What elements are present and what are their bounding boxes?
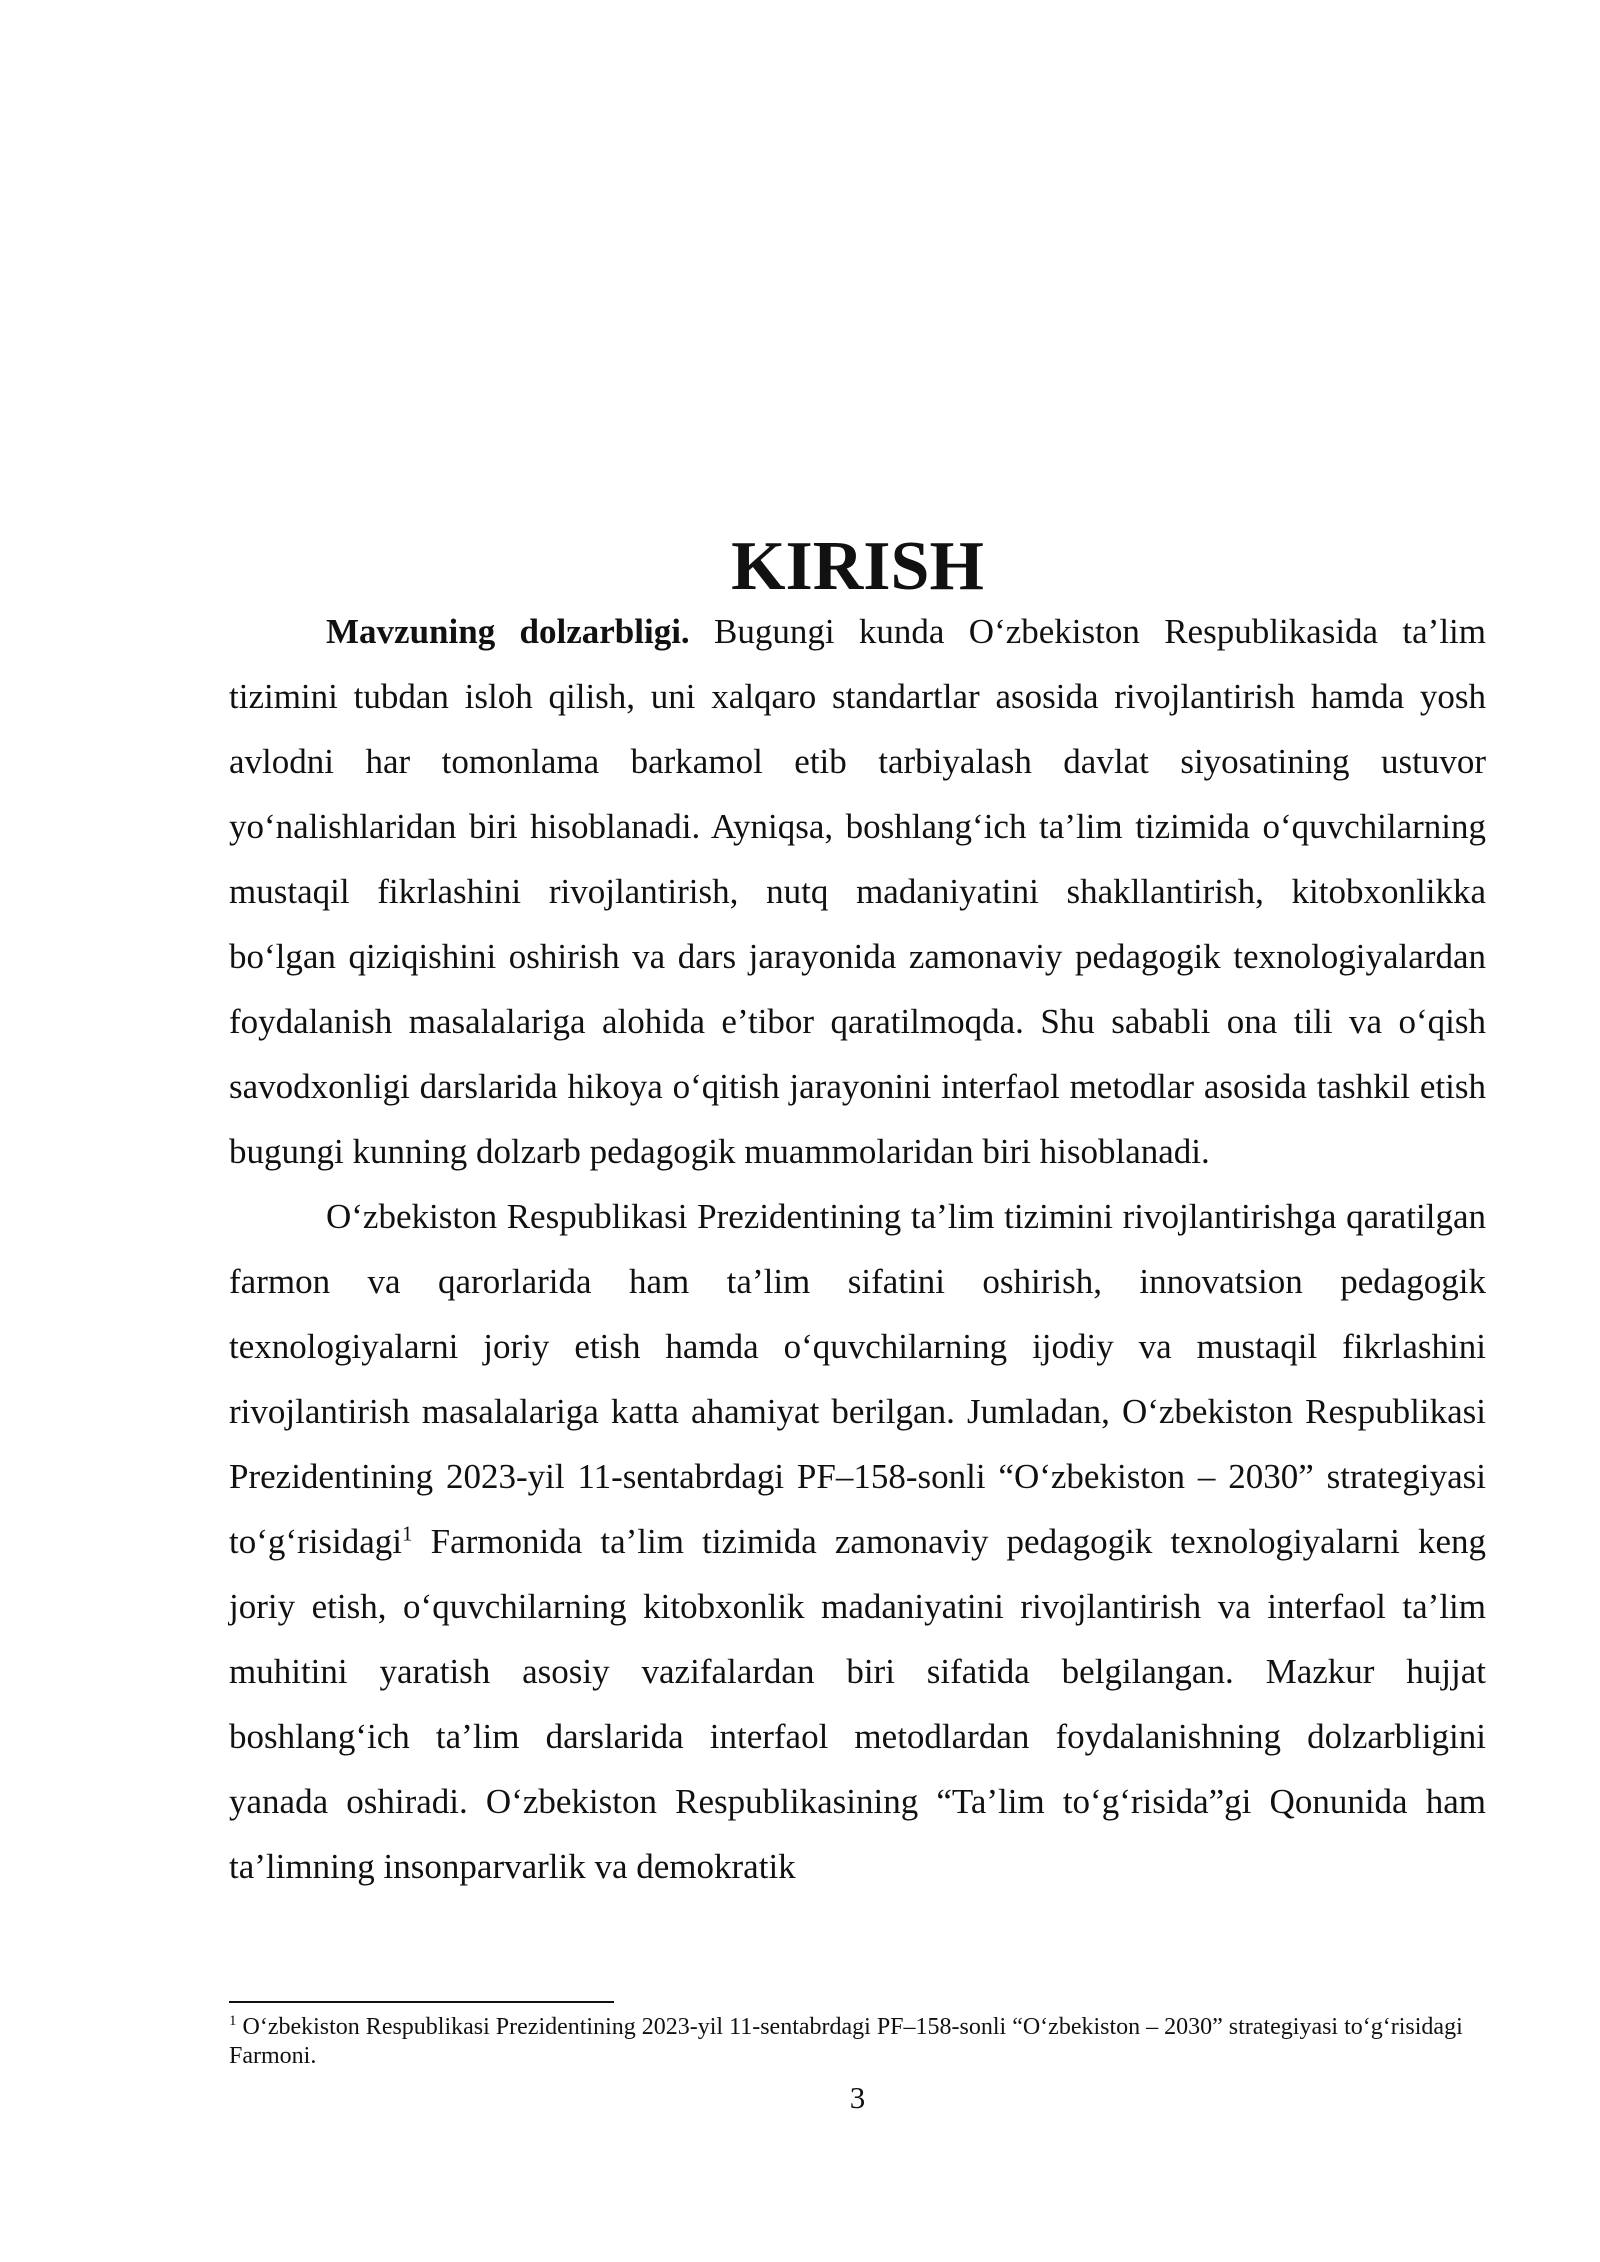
footnote	[229, 2013, 1486, 2071]
footnote-text: O‘zbekiston Respublikasi Prezidentining 2023-yil 11-sentabrdagi PF–158-sonli “O‘zbekiston – 2030” strategiyasi to‘g‘risidagi Farmoni.	[229, 2014, 1463, 2069]
paragraph-text-after-ref: Farmonida ta’lim tizimida zamonaviy pedagogik texnologiyalarni keng joriy etish, o‘quvchilarning kitobxonlik madaniyatini rivojlantirish va interfaol ta’lim muhitini yaratish asosiy vazifalardan biri sifatida belgilangan. Mazkur hujjat boshlang‘ich ta’lim darslarida interfaol metodlardan foydalanishning dolzarbligini yanada oshiradi. O‘zbekiston Respublikasining “Ta’lim to‘g‘risida”gi Qonunida ham ta’limning insonparvarlik va demokratik	[229, 1522, 1486, 1886]
paragraph-decrees	[229, 1184, 1486, 1899]
footnote-divider	[229, 2001, 614, 2003]
page-title: KIRISH	[731, 528, 984, 605]
paragraph-relevance	[229, 599, 1486, 1184]
footnote-reference[interactable]: 1	[402, 1521, 413, 1546]
paragraph-lead: Mavzuning dolzarbligi.	[326, 612, 690, 651]
footnote-marker: 1	[229, 2013, 237, 2029]
paragraph-text: Bugungi kunda O‘zbekiston Respublikasida ta’lim tizimini tubdan isloh qilish, uni xalqaro standartlar asosida rivojlantirish hamda yosh avlodni har tomonlama barkamol etib tarbiyalash davlat siyosatining ustuvor yo‘nalishlaridan biri hisoblanadi. Ayniqsa, boshlang‘ich ta’lim tizimida o‘quvchilarning mustaqil fikrlashini rivojlantirish, nutq madaniyatini shakllantirish, kitobxonlikka bo‘lgan qiziqishini oshirish va dars jarayonida zamonaviy pedagogik texnologiyalardan foydalanish masalalariga alohida e’tibor qaratilmoqda. Shu sababli ona tili va o‘qish savodxonligi darslarida hikoya o‘qitish jarayonini interfaol metodlar asosida tashkil etish bugungi kunning dolzarb pedagogik muammolaridan biri hisoblanadi.	[229, 612, 1487, 1171]
paragraph-text-before-ref: O‘zbekiston Respublikasi Prezidentining ta’lim tizimini rivojlantirishga qaratilgan farmon va qarorlarida ham ta’lim sifatini oshirish, innovatsion pedagogik texnologiyalarni joriy etish hamda o‘quvchilarning ijodiy va mustaqil fikrlashini rivojlantirish masalalariga katta ahamiyat berilgan. Jumladan, O‘zbekiston Respublikasi Prezidentining 2023-yil 11-sentabrdagi PF–158-sonli “O‘zbekiston – 2030” strategiyasi to‘g‘risidagi	[229, 1197, 1486, 1561]
page-number: 3	[849, 2080, 866, 2115]
body-text	[229, 528, 1487, 1899]
